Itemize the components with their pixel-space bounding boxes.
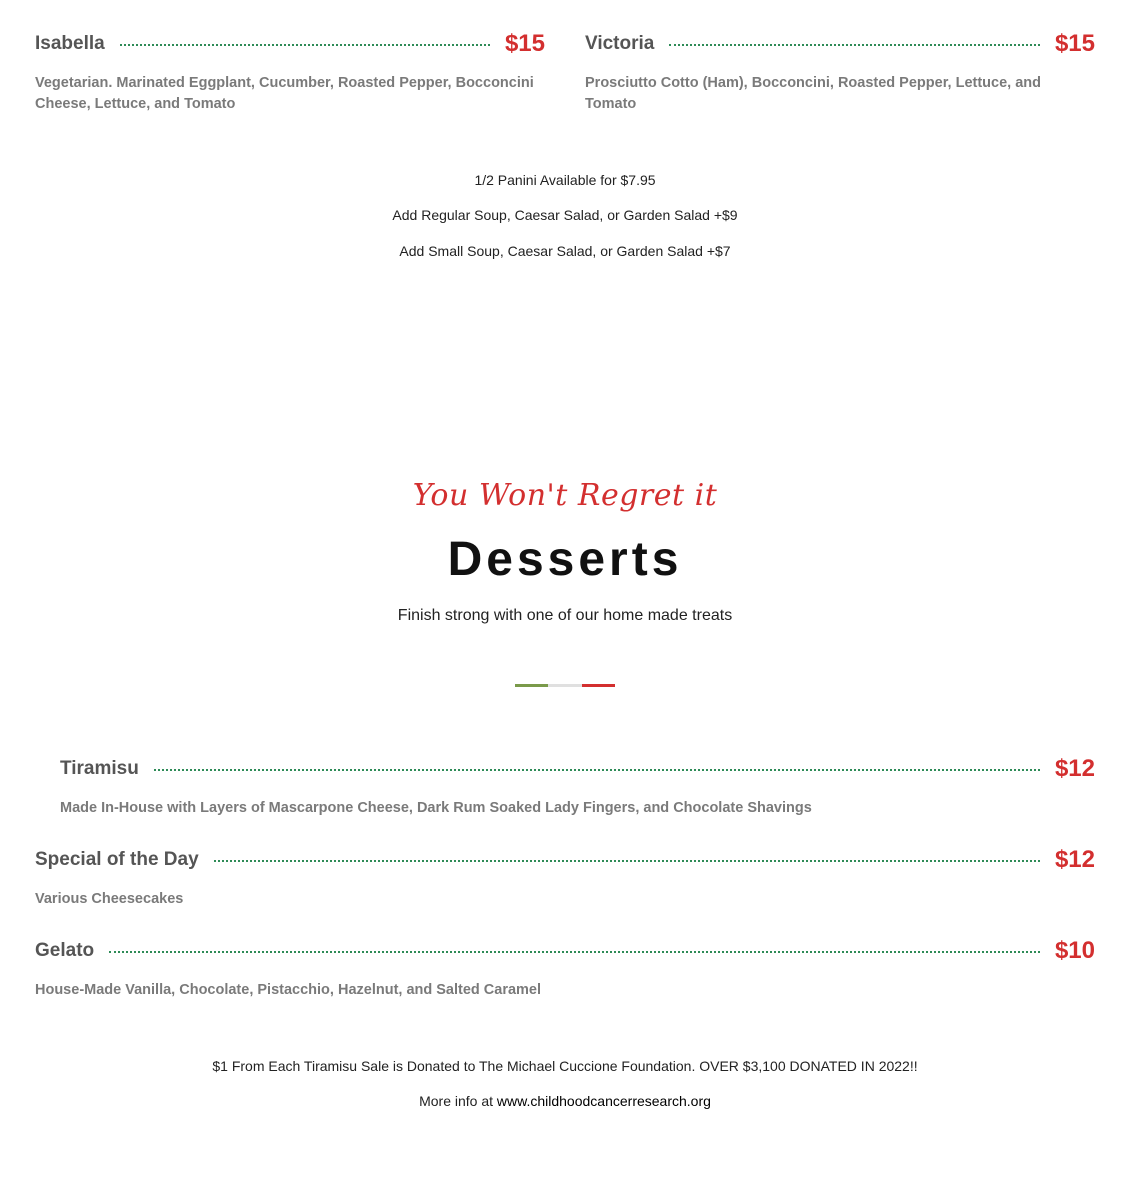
item-description: House-Made Vanilla, Chocolate, Pistacchio, Hazelnut, and Salted Caramel bbox=[35, 982, 542, 998]
item-name: Tiramisu bbox=[60, 758, 139, 779]
menu-item-victoria bbox=[585, 29, 1095, 115]
item-name: Special of the Day bbox=[35, 849, 199, 870]
menu-item-tiramisu bbox=[60, 754, 1095, 819]
panini-half-note: 1/2 Panini Available for $7.95 bbox=[474, 172, 656, 188]
panini-small-side-note: Add Small Soup, Caesar Salad, or Garden Salad +$7 bbox=[399, 243, 731, 259]
item-description: Prosciutto Cotto (Ham), Bocconcini, Roasted Pepper, Lettuce, and Tomato bbox=[585, 75, 1041, 112]
divider-green bbox=[515, 684, 548, 687]
panini-regular-side-note: Add Regular Soup, Caesar Salad, or Garden Salad +$9 bbox=[392, 207, 738, 223]
dotted-leader bbox=[669, 44, 1040, 46]
item-price: $10 bbox=[1054, 937, 1095, 964]
item-description: Various Cheesecakes bbox=[35, 891, 184, 907]
item-price: $15 bbox=[1054, 30, 1095, 57]
item-description: Vegetarian. Marinated Eggplant, Cucumber, Roasted Pepper, Bocconcini Cheese, Lettuce, and Tomato bbox=[35, 75, 534, 112]
more-info-line bbox=[0, 1093, 1130, 1109]
tricolor-divider bbox=[515, 684, 615, 687]
foundation-link[interactable]: www.childhoodcancerresearch.org bbox=[496, 1093, 711, 1109]
desserts-subtitle: Finish strong with one of our home made treats bbox=[397, 607, 733, 624]
dotted-leader bbox=[109, 951, 1040, 953]
dotted-leader bbox=[120, 44, 490, 46]
divider-white bbox=[548, 684, 581, 687]
item-price: $15 bbox=[504, 30, 545, 57]
desserts-tagline: You Won't Regret it bbox=[412, 478, 718, 513]
donation-note: $1 From Each Tiramisu Sale is Donated to The Michael Cuccione Foundation. OVER $3,100 DONATED IN 2022!! bbox=[212, 1058, 918, 1074]
item-description: Made In-House with Layers of Mascarpone Cheese, Dark Rum Soaked Lady Fingers, and Chocolate Shavings bbox=[60, 800, 812, 816]
desserts-heading: Desserts bbox=[447, 533, 683, 586]
dotted-leader bbox=[214, 860, 1040, 862]
item-price: $12 bbox=[1054, 846, 1095, 873]
menu-item-gelato bbox=[35, 936, 1095, 1001]
menu-item-special-of-the-day bbox=[35, 845, 1095, 910]
item-name: Victoria bbox=[585, 33, 655, 54]
menu-item-isabella bbox=[35, 29, 545, 115]
item-name: Isabella bbox=[35, 33, 105, 54]
more-info-prefix: More info at bbox=[419, 1093, 494, 1109]
item-price: $12 bbox=[1054, 755, 1095, 782]
divider-red bbox=[582, 684, 615, 687]
item-name: Gelato bbox=[35, 940, 95, 961]
dotted-leader bbox=[154, 769, 1040, 771]
